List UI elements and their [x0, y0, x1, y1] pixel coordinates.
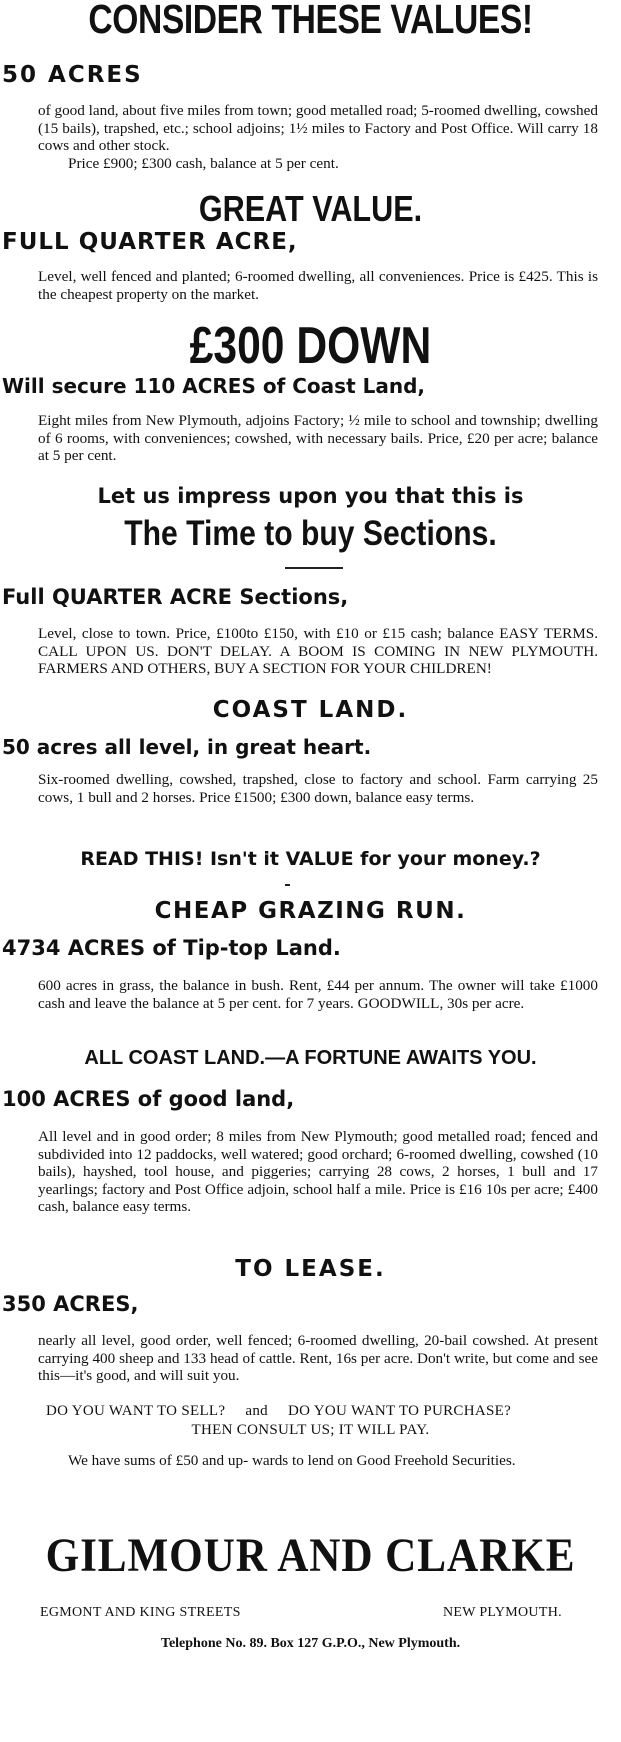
read-this-line: READ THIS! Isn't it VALUE for your money.? [80, 848, 541, 870]
consult-us-line: THEN CONSULT US; IT WILL PAY. [191, 1422, 430, 1438]
body-paragraph: Eight miles from New Plymouth, adjoins Factory; ½ mile to school and township; dwelling of 6 rooms, with conveniences; cowshed, with necessary bails. Price, £20 per acre; balance at 5 per cent. [38, 412, 598, 465]
price-line: Price £900; £300 cash, balance at 5 per cent. [68, 154, 339, 172]
section-title-110-acres: Will secure 110 ACRES of Coast Land, [2, 374, 425, 398]
firm-name: GILMOUR AND CLARKE [45, 1529, 576, 1582]
section-title-50-acres-level: 50 acres all level, in great heart. [2, 735, 372, 759]
main-headline: CONSIDER THESE VALUES! [88, 0, 533, 42]
town-line: NEW PLYMOUTH. [443, 1605, 562, 1620]
great-value-headline: GREAT VALUE. [198, 188, 423, 229]
impress-line: Let us impress upon you that this is [97, 484, 524, 508]
section-body-110-acres [38, 412, 598, 465]
body-paragraph: 600 acres in grass, the balance in bush. Rent, £44 per annum. The owner will take £1000 cash and leave the balance at 5 per cent. for 7 years. GOODWILL, 30s per acre. [38, 977, 598, 1012]
section-body-coast-land [38, 771, 598, 806]
coast-land-headline: COAST LAND. [212, 697, 409, 723]
address-line: EGMONT AND KING STREETS [40, 1605, 241, 1620]
fortune-headline: ALL COAST LAND.—A FORTUNE AWAITS YOU. [84, 1047, 537, 1069]
section-body-sections [38, 625, 598, 678]
divider-mark [285, 884, 290, 886]
telephone-line: Telephone No. 89. Box 127 G.P.O., New Plymouth. [160, 1636, 461, 1651]
lend-paragraph [38, 1452, 598, 1470]
body-paragraph: of good land, about five miles from town; good metalled road; 5-roomed dwelling, cowshed (15 bails), trapshed, etc.; school adjoins; 1½ miles to Factory and Post Office. Will carry 18 cows and other stock. [38, 102, 598, 155]
body-paragraph: Level, well fenced and planted; 6-roomed dwelling, all conveniences. Price is £425. This is the cheapest property on the market. [38, 268, 598, 303]
section-title-100-acres: 100 ACRES of good land, [2, 1087, 295, 1111]
section-body-100-acres [38, 1128, 598, 1216]
section-body-grazing-run [38, 977, 598, 1012]
body-paragraph: nearly all level, good order, well fenced; 6-roomed dwelling, 20-bail cowshed. At present carrying 400 sheep and 133 head of cattle. Rent, 16s per acre. Don't write, but come and see this—it's good, and will suit you. [38, 1332, 598, 1385]
time-to-buy-line: The Time to buy Sections. [124, 514, 497, 553]
grazing-run-headline: CHEAP GRAZING RUN. [154, 898, 467, 924]
to-lease-headline: TO LEASE. [235, 1256, 386, 1282]
divider-rule [285, 567, 343, 569]
section-body-50-acres [38, 102, 598, 172]
body-paragraph: We have sums of £50 and up- wards to lend on Good Freehold Securities. [68, 1452, 516, 1469]
purchase-question: DO YOU WANT TO PURCHASE? [288, 1403, 512, 1419]
section-title-4734-acres: 4734 ACRES of Tip-top Land. [2, 936, 341, 960]
section-body-quarter-acre [38, 268, 598, 303]
section-title-50-acres: 50 ACRES [2, 62, 143, 88]
sell-purchase-line [46, 1403, 606, 1420]
section-body-350-acres [38, 1332, 598, 1385]
section-title-350-acres: 350 ACRES, [2, 1292, 139, 1316]
and-word: and [245, 1403, 268, 1419]
body-paragraph: Six-roomed dwelling, cowshed, trapshed, close to factory and school. Farm carrying 25 cows, 1 bull and 2 horses. Price £1500; £300 down, balance easy terms. [38, 771, 598, 806]
section-title-quarter-acre: FULL QUARTER ACRE, [2, 229, 298, 255]
sell-question: DO YOU WANT TO SELL? [46, 1403, 226, 1419]
body-paragraph: All level and in good order; 8 miles from New Plymouth; good metalled road; fenced and subdivided into 12 paddocks, well watered; good orchard; 6-roomed dwelling, cowshed (10 bails), hayshed, tool house, and piggeries; carrying 28 cows, 2 horses, 1 bull and 17 yearlings; factory and Post Office adjoin, school half a mile. Price is £16 10s per acre; £400 cash, balance easy terms. [38, 1128, 598, 1216]
section-title-quarter-acre-sections: Full QUARTER ACRE Sections, [2, 585, 349, 609]
body-paragraph: Level, close to town. Price, £100to £150, with £10 or £15 cash; balance EASY TERMS. CALL UPON US. DON'T DELAY. A BOOM IS COMING IN NEW PLYMOUTH. FARMERS AND OTHERS, BUY A SECTION FOR YOUR CHILDREN! [38, 625, 598, 678]
300-down-headline: £300 DOWN [189, 317, 432, 375]
